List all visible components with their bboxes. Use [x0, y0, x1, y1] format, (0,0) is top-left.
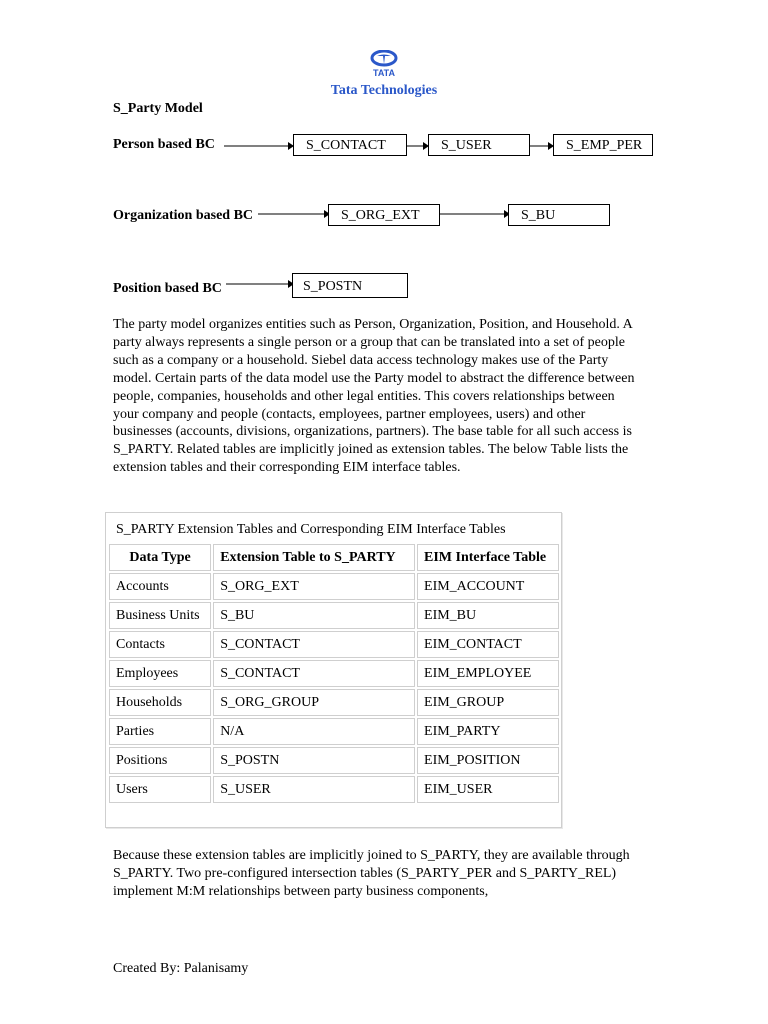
cell-data-type: Positions	[109, 747, 211, 774]
table-row	[109, 776, 559, 803]
cell-data-type: Households	[109, 689, 211, 716]
created-by-footer: Created By: Palanisamy	[113, 961, 249, 976]
cell-eim: EIM_GROUP	[417, 689, 559, 716]
cell-data-type: Contacts	[109, 631, 211, 658]
intersection-paragraph: Because these extension tables are implicitly joined to S_PARTY, they are available through S_PARTY. Two pre-configured intersection tables (S_PARTY_PER and S_PARTY_REL) implement M:M relationships between party business components,	[113, 848, 630, 899]
cell-extension: S_USER	[213, 776, 415, 803]
table-row	[109, 602, 559, 629]
cell-eim: EIM_POSITION	[417, 747, 559, 774]
arrow-org-ext	[258, 208, 330, 220]
extension-table	[107, 542, 561, 805]
party-model-paragraph: The party model organizes entities such as Person, Organization, Position, and Household. A party always represents a single person or a group that can be translated into a set of people such as a company or a household. Siebel data access technology makes use of the Party model. Certain parts of the data model use the Party model to abstract the difference between people, companies, households and other legal entities. This covers relationships between your company and people (contacts, employees, partner employees, users) and other businesses (accounts, divisions, organizations, partners). The base table for all such access is S_PARTY. Related tables are implicitly joined as extension tables. The below Table lists the extension tables and their corresponding EIM interface tables.	[113, 317, 635, 476]
person-label: Person based BC	[113, 137, 215, 152]
logo-text: TATA	[373, 68, 395, 78]
table-row	[109, 573, 559, 600]
table-header-row	[109, 544, 559, 571]
cell-extension: S_ORG_GROUP	[213, 689, 415, 716]
cell-eim: EIM_USER	[417, 776, 559, 803]
position-label: Position based BC	[113, 281, 222, 296]
header-data-type: Data Type	[109, 544, 211, 571]
cell-eim: EIM_ACCOUNT	[417, 573, 559, 600]
box-s-postn: S_POSTN	[292, 273, 408, 298]
box-s-org-ext: S_ORG_EXT	[328, 204, 440, 226]
box-s-user: S_USER	[428, 134, 530, 156]
arrow-ext-bu	[440, 208, 510, 220]
cell-extension: N/A	[213, 718, 415, 745]
cell-eim: EIM_BU	[417, 602, 559, 629]
cell-extension: S_POSTN	[213, 747, 415, 774]
header-eim-table: EIM Interface Table	[417, 544, 559, 571]
table-row	[109, 718, 559, 745]
table-caption: S_PARTY Extension Tables and Corresponding EIM Interface Tables	[116, 522, 506, 537]
table-row	[109, 689, 559, 716]
arrow-person-contact	[224, 140, 294, 152]
arrow-contact-user	[407, 140, 429, 152]
cell-data-type: Users	[109, 776, 211, 803]
cell-extension: S_CONTACT	[213, 631, 415, 658]
cell-eim: EIM_EMPLOYEE	[417, 660, 559, 687]
organization-label: Organization based BC	[113, 208, 254, 223]
cell-data-type: Accounts	[109, 573, 211, 600]
arrow-postn	[226, 278, 294, 290]
cell-eim: EIM_CONTACT	[417, 631, 559, 658]
cell-extension: S_BU	[213, 602, 415, 629]
table-row	[109, 660, 559, 687]
cell-data-type: Employees	[109, 660, 211, 687]
arrow-user-emp	[530, 140, 554, 152]
cell-eim: EIM_PARTY	[417, 718, 559, 745]
cell-data-type: Parties	[109, 718, 211, 745]
company-name: Tata Technologies	[330, 83, 438, 98]
cell-extension: S_ORG_EXT	[213, 573, 415, 600]
table-row	[109, 747, 559, 774]
cell-data-type: Business Units	[109, 602, 211, 629]
header-extension-table: Extension Table to S_PARTY	[213, 544, 415, 571]
tata-logo	[368, 50, 400, 78]
page-title: S_Party Model	[113, 101, 203, 116]
tata-logo-icon	[368, 50, 400, 78]
cell-extension: S_CONTACT	[213, 660, 415, 687]
extension-table-container	[105, 512, 562, 828]
table-row	[109, 631, 559, 658]
box-s-contact: S_CONTACT	[293, 134, 407, 156]
box-s-bu: S_BU	[508, 204, 610, 226]
box-s-emp-per: S_EMP_PER	[553, 134, 653, 156]
